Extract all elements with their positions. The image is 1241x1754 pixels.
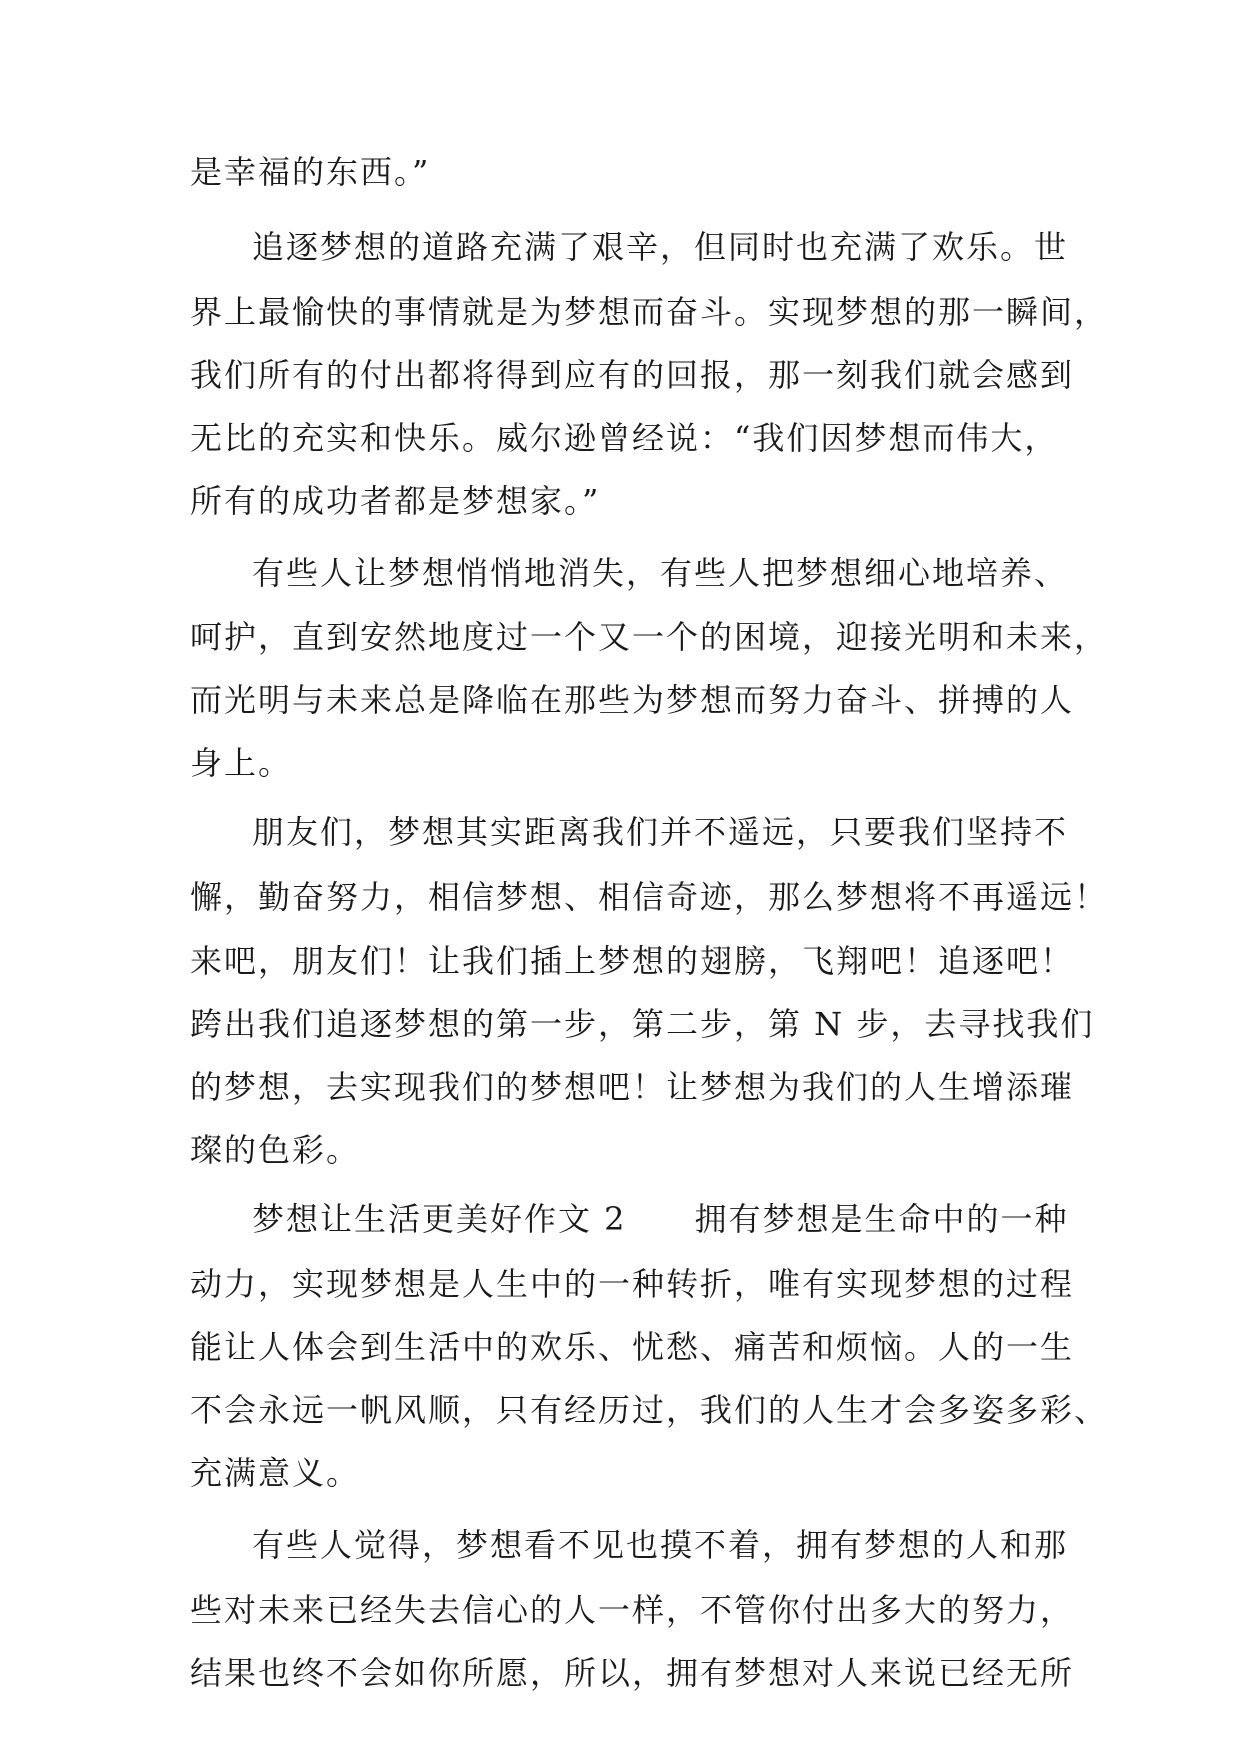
text-line: 界上最愉快的事情就是为梦想而奋斗。实现梦想的那一瞬间，	[190, 293, 1109, 331]
text-line: 而光明与未来总是降临在那些为梦想而努力奋斗、拼搏的人	[190, 681, 1075, 719]
text-line: 动力，实现梦想是人生中的一种转折，唯有实现梦想的过程	[190, 1265, 1075, 1303]
text-line: 些对未来已经失去信心的人一样，不管你付出多大的努力，	[190, 1591, 1075, 1629]
paragraph-first-line: 朋友们，梦想其实距离我们并不遥远，只要我们坚持不	[252, 813, 1069, 851]
text-line: 充满意义。	[190, 1454, 361, 1492]
text-line: 璨的色彩。	[190, 1131, 361, 1169]
text-line: 不会永远一帆风顺，只有经历过，我们的人生才会多姿多彩、	[190, 1391, 1109, 1429]
text-line: 身上。	[190, 744, 293, 782]
text-line: 来吧，朋友们！让我们插上梦想的翅膀，飞翔吧！追逐吧！	[190, 942, 1075, 980]
text-line: 的梦想，去实现我们的梦想吧！让梦想为我们的人生增添璀	[190, 1068, 1075, 1106]
text-line: 跨出我们追逐梦想的第一步，第二步，第 N 步，去寻找我们	[190, 1005, 1095, 1043]
text-line: 无比的充实和快乐。威尔逊曾经说：“我们因梦想而伟大，	[190, 419, 1059, 457]
text-line: 能让人体会到生活中的欢乐、忧愁、痛苦和烦恼。人的一生	[190, 1328, 1075, 1366]
paragraph-first-line: 有些人觉得，梦想看不见也摸不着，拥有梦想的人和那	[252, 1526, 1069, 1564]
paragraph-first-line: 追逐梦想的道路充满了艰辛，但同时也充满了欢乐。世	[252, 228, 1069, 266]
paragraph-first-line: 梦想让生活更美好作文 2 拥有梦想是生命中的一种	[252, 1200, 1069, 1238]
text-line: 我们所有的付出都将得到应有的回报，那一刻我们就会感到	[190, 356, 1075, 394]
text-line: 结果也终不会如你所愿，所以，拥有梦想对人来说已经无所	[190, 1654, 1075, 1692]
paragraph-first-line: 有些人让梦想悄悄地消失，有些人把梦想细心地培养、	[252, 554, 1069, 592]
text-line: 呵护，直到安然地度过一个又一个的困境，迎接光明和未来，	[190, 618, 1109, 656]
text-line: 懈，勤奋努力，相信梦想、相信奇迹，那么梦想将不再遥远！	[190, 878, 1109, 916]
text-line: 是幸福的东西。”	[190, 153, 431, 191]
text-line: 所有的成功者都是梦想家。”	[190, 482, 601, 520]
